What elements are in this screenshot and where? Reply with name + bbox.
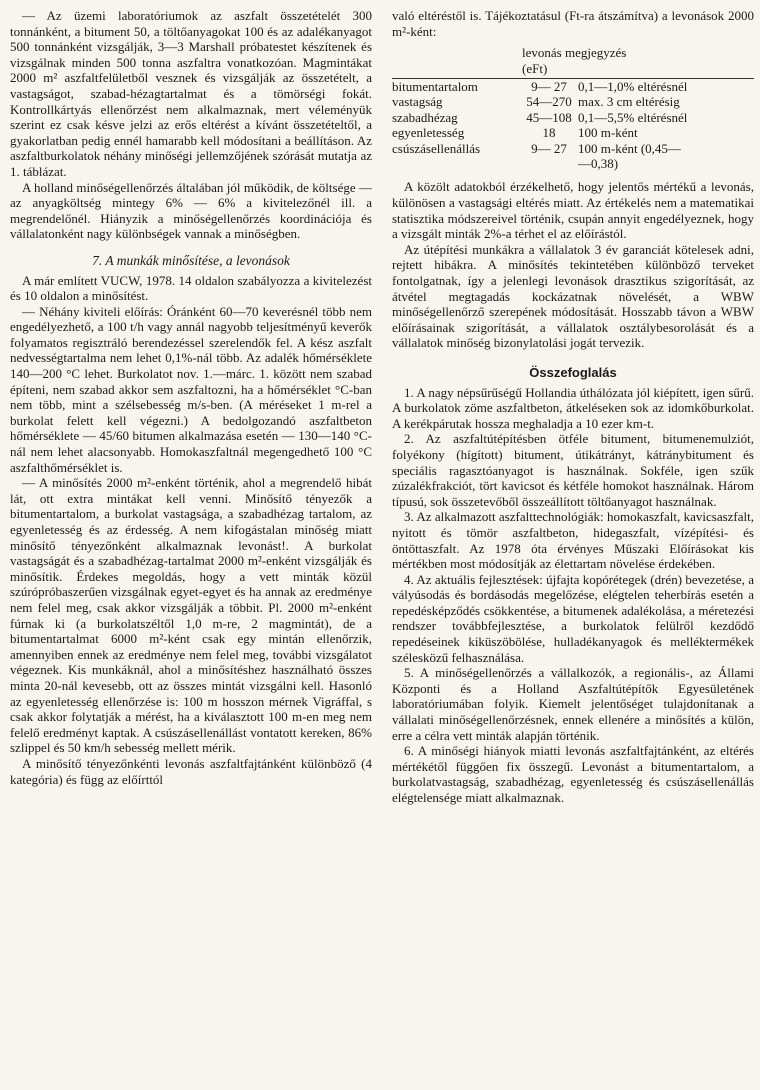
table-header-line-2: (eFt): [522, 60, 548, 76]
table-cell-amount: 54—270: [526, 94, 572, 110]
table-cell-factor: bitumentartalom: [392, 79, 478, 94]
table-cell-amount: 18: [542, 125, 556, 141]
table-cell-factor: szabadhézag: [392, 109, 458, 125]
summary-item: 2. Az aszfaltútépítésben ötféle bitument, bitumenemulziót, folyékony (hígított) bitument, útikátrányt, kátránybitument és speciális ragasztóanyagot is használnak. Sokféle, igen szűk zúzalékfrakciót, tört kavicsot és kétféle homokot használnak. Három típusú, sok összetevőből összeállított töltőanyagot használnak.: [392, 431, 754, 509]
summary-item: 4. Az aktuális fejlesztések: újfajta kopórétegek (drén) bevezetése, a vályúsodás és bordásodás megelőzése, elégtelen teherbírás esetén a repedésképződés csökkentése, a bitumenek adalékolása, a méretezési rendszer továbbfejlesztése, a burkolatok felülről kezdődő repedéseinek kiküszöbölése, hulladékanyagok és melléktermékek szélesközű felhasználása.: [392, 571, 754, 665]
paragraph-deduction-intro: A minősítő tényezőnkénti levonás aszfaltfajtánként különböző (4 kategória) és függ az előírttól: [10, 755, 372, 787]
table-row: [392, 110, 754, 125]
table-row: [392, 125, 754, 140]
table-cell-amount: 45—108: [526, 109, 572, 125]
table-cell-factor: vastagság: [392, 94, 443, 110]
right-column: [392, 8, 754, 806]
table-cell-note: 0,1—1,0% eltérésnél: [578, 79, 688, 94]
summary-item: 6. A minőségi hiányok miatti levonás aszfaltfajtánként, az eltérés mértékétől függően fix összegű. Levonást a bitumentartalom, a burkolatvastagság, szabadhézag, egyenletesség és csúszásellenállás elégtelensége miatt alkalmaznak.: [392, 743, 754, 805]
table-cell-note: 100 m-ként (0,45—: [578, 140, 681, 156]
summary-item: 5. A minőségellenőrzés a vállalkozók, a regionális-, az Állami Központi és a Holland Aszfaltútépítők Egyesületének laboratóriumában folyik. Kiemelt jelentőséget tulajdonítanak a vállalati minőségellenőrzésnek, ennek ellenére a minősítés a külön, erre a célra vett minták alapján történik.: [392, 665, 754, 743]
paragraph-qualification: — A minősítés 2000 m²-enként történik, ahol a megrendelő hibát lát, ott extra mintákat kell venni. Minősítő tényezők a bitumentartalom, a burkolat vastagsága, a szabadhézag tartalom, az egyenletesség és az érdesség. A nem kifogástalan minőség miatt minősítő tényezőnként alkalmaznak levonást!. A burkolat vastagságát és a szabadhézag-tartalmat 2000 m²-enként vizsgálják és minősítik. Érdekes megoldás, hogy a vett minták közül szúrópróbaszerűen vizsgálnak egyet-egyet és ha annak az eredménye nem felel meg, csak akkor vizsgálják a többit. Pl. 2000 m²-enként fúrnak ki (a burkolatszéltől 1,0 m-re, 2 magmintát), de a bitumentartalmat 6000 m²-ként csak egy mintán ellenőrzik, amennyiben ennek az eredménye nem felel meg, további vizsgálatot végeznek. Kis munkáknál, ahol a minősítéshez használható összes minta 20-nál kevesebb, ott az összes mintát vizsgálni kell. Hasonló az egyenletesség ellenőrzése is: 100 m hosszon mérnek Vigráffal, s csak akkor folytatják a mérést, ha a kiválasztott 100 m-en meg nem felelő eredményt kaptak. A csúszásellenállást vontatott kereken, 86% szlippel és 50 km/h sebesség mellett mérik.: [10, 475, 372, 756]
summary-title: Összefoglalás: [529, 364, 617, 380]
table-header: [392, 45, 754, 79]
paragraph-data-evaluation: A közölt adatokból érzékelhető, hogy jelentős mértékű a levonás, különösen a vastagsági eltérés miatt. Az értékelés nem a matematikai statisztika módszereivel történik, csupán annyit engedélyeznek, hogy a vizsgált minták 2%-a térhet el az előírástól.: [392, 179, 754, 242]
summary-item: 1. A nagy népsűrűségű Hollandia úthálózata jól kiépített, igen sűrű. A burkolatok zöme aszfaltbeton, átkeléseken sok az idomkőburkolat. A kerékpárutak hossza meghaladja a 10 ezer km-t.: [392, 384, 754, 431]
summary-item: 3. Az alkalmazott aszfalttechnológiák: homokaszfalt, kavicsaszfalt, nyitott és tömör aszfaltbeton, hidegaszfalt, vízépítési- és öntöttaszfalt. Az 1978 óta érvényes Műszaki Előírásokat kis mértékben most módosítják az élettartam növelése érdekében.: [392, 509, 754, 572]
paragraph-continuation: való eltéréstől is. Tájékoztatásul (Ft-ra átszámítva) a levonások 2000 m²-ként:: [392, 8, 754, 39]
paragraph-vucw: A már említett VUCW, 1978. 14 oldalon szabályozza a kivitelezést és 10 oldalon a minősítést.: [10, 272, 372, 304]
deduction-table: [392, 45, 754, 171]
table-cell-factor: [392, 156, 520, 171]
table-cell-note: 0,1—5,5% eltérésnél: [578, 109, 688, 125]
left-column: [10, 8, 372, 787]
table-cell-amount: [520, 156, 578, 171]
table-row: [392, 141, 754, 156]
table-row: [392, 94, 754, 109]
table-cell-amount: 9— 27: [531, 140, 567, 156]
paragraph-lab-testing: — Az üzemi laboratóriumok az aszfalt összetételét 300 tonnánként, a bitument 50, a töltőanyagokat 100 és az adalékanyagot 500 tonnánként vizsgálják, 3—3 Marshall próbatestet készítenek és vizsgálnak minden 500 tonna aszfaltra vonatkozóan. Magmintákat 2000 m² aszfaltfelületből vesznek és vizsgálják az összetételt, a vastagságot, szabad-hézagtartalmat és a tömörségi fokát. Kontrollkártyás ellenőrzést nem alkalmaznak, mert véleményük szerint ez csak késve jelzi az erős eltérést a kívánt összetételtől, a gyakorlatban pedig ennél hamarabb kell módosítani a beállításon. Az aszfaltburkolatok néhány minőségi jellemzőjének szórását mutatja az 1. táblázat.: [10, 8, 372, 179]
table-cell-note: —0,38): [578, 156, 619, 172]
table-header-line-1: levonás megjegyzés: [522, 45, 627, 61]
section-title-7: 7. A munkák minősítése, a levonások: [92, 252, 290, 268]
table-row: [392, 79, 754, 94]
table-cell-note: max. 3 cm eltérésig: [578, 94, 680, 110]
table-cell-amount: 9— 27: [531, 79, 567, 94]
table-row: [392, 156, 754, 171]
paragraph-guarantee: Az útépítési munkákra a vállalatok 3 év garanciát kötelesek adni, rejtett hibákra. A minősítés tekintetében különböző terveket fontolgatnak, így a jelenlegi levonások drasztikus szigorítását, az átvétel megtagadás kockázatnak növelését, a WBW minőségellenőrző szerepének módosítását. Hosszabb távon a WBW előírásainak szigorítását, a vállalatok osztálybesorolását és a vállalatok minőség bizonylatolási jogát tervezik.: [392, 241, 754, 351]
table-cell-factor: egyenletesség: [392, 125, 465, 141]
table-cell-factor: csúszásellenállás: [392, 140, 481, 156]
paragraph-execution-rules: — Néhány kiviteli előírás: Óránként 60—70 keverésnél több nem engedélyezhető, a 100 t/h vagy annál nagyobb teljesítményű keverők folyamatos regisztráló berendezéssel szerelendők fel. A kész aszfalt nedvességtartalma nem lehet 0,1%-nál több. Az adalék hőmérséklete 140—200 °C lehet. Burkolatot nov. 1.—márc. 1. között nem szabad építeni, nem szabad akkor sem aszfaltozni, ha a hőmérséklet °C-ban nem több, mint a szélsebesség m/s-ben. (A méréseket 1 m-rel a burkolat felett kell végezni.) A bedolgozandó aszfaltbeton hőmérséklete — 45/60 bitumen alkalmazása esetén — 130—140 °C-nál nem lehet alacsonyabb. Homokaszfaltnál megengedhető 100 °C aszfalthőmérséklet is.: [10, 303, 372, 475]
table-cell-note: 100 m-ként: [578, 125, 638, 141]
paragraph-dutch-quality: A holland minőségellenőrzés általában jól működik, de költsége — az anyagköltség mintegy 6% — 6% a kivitelezőnél ill. a megrendelőnél. Hiányzik a minőségellenőrzés koordinációja és vállalatonként nagy különbségek vannak a minőségben.: [10, 179, 372, 242]
